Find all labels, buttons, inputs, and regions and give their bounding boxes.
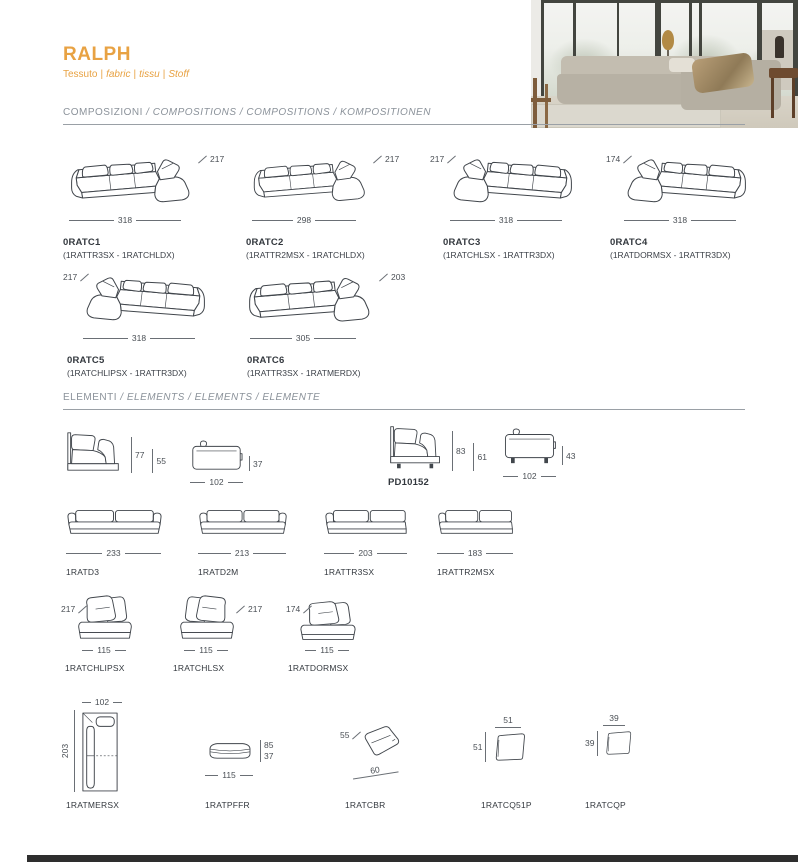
element-code: 1RATCQ51P (481, 800, 532, 810)
composition-code: 0RATC5 (67, 355, 105, 366)
depth-dimension: 217 (235, 604, 262, 614)
element-1ratcqp (585, 713, 633, 756)
element-code: 1RATD3 (66, 567, 100, 577)
element-1ratcbr (340, 720, 410, 776)
element-code: PD10152 (388, 477, 430, 488)
sofa-arm-left-diagram (324, 506, 409, 536)
sofa-side-view-legs-diagram (388, 424, 444, 471)
cushion-perspective-diagram (358, 724, 402, 760)
depth-dimension-line (60, 710, 75, 792)
meridienne-top-view-diagram (81, 710, 119, 794)
element-top-view-legs (503, 428, 575, 481)
subtitle-french: tissu (139, 69, 160, 80)
depth-dimension: 217 (197, 154, 224, 164)
heading-translations: / COMPOSITIONS / COMPOSITIONS / KOMPOSITIONEN (142, 107, 431, 118)
composition-code: 0RATC1 (63, 237, 101, 248)
composition-elements: (1RATDORMSX - 1RATTR3DX) (610, 250, 731, 260)
width-dimension: 318 (83, 333, 195, 343)
element-1ratd2m (198, 506, 288, 577)
sculpture (662, 30, 674, 50)
side-table-leg (771, 78, 774, 118)
composition-0ratc6 (243, 268, 413, 378)
heading-translations: / ELEMENTS / ELEMENTS / ELEMENTE (117, 392, 321, 403)
composition-elements: (1RATTR3SX - 1RATCHLDX) (63, 250, 175, 260)
subtitle-separator: | (162, 69, 166, 80)
composition-0ratc1 (63, 150, 233, 260)
width-dimension: 115 (82, 645, 126, 655)
depth-dimension: 217 (430, 154, 457, 164)
element-code: 1RATD2M (198, 567, 239, 577)
element-code: 1RATCHLIPSX (65, 663, 125, 673)
section-heading-compositions (63, 107, 745, 125)
composition-elements: (1RATCHLIPSX - 1RATTR3DX) (67, 368, 187, 378)
element-1ratchlsx (173, 594, 263, 673)
sofa-chaise-left-diagram (622, 156, 750, 209)
sofa-front-diagram (198, 506, 288, 536)
element-pd10152 (388, 424, 487, 488)
cushion-square-diagram (603, 730, 633, 756)
width-dimension: 39 (603, 713, 625, 726)
depth-dimension: 174 (286, 604, 313, 614)
width-dimension: 305 (250, 333, 356, 343)
subtitle-separator: | (133, 69, 137, 80)
width-dimension: 318 (69, 215, 181, 225)
width-dimension: 51 (495, 715, 521, 728)
section-heading-elements (63, 392, 745, 410)
width-dimension: 213 (198, 548, 286, 558)
composition-code: 0RATC4 (610, 237, 648, 248)
page-title: RALPH (63, 44, 131, 65)
element-top-view (190, 440, 262, 487)
composition-0ratc2 (246, 150, 416, 260)
sofa-side-view-diagram (65, 430, 123, 473)
sofa-chaise-right-diagram (250, 156, 370, 209)
element-1ratmersx (60, 697, 122, 794)
sofa-corner-right-diagram (245, 274, 375, 329)
element-1rattr2msx (437, 506, 515, 577)
sofa-top-view-diagram (503, 428, 556, 465)
width-dimension: 298 (252, 215, 356, 225)
height-dimensions: 85 37 (260, 740, 273, 762)
width-dimension: 115 (305, 645, 349, 655)
width-dimension: 318 (450, 215, 562, 225)
element-code: 1RATMERSX (66, 800, 120, 810)
width-dimension: 102 (190, 477, 243, 487)
element-code: 1RATCBR (345, 800, 386, 810)
element-1ratdormsx (288, 594, 378, 673)
composition-elements: (1RATCHLSX - 1RATTR3DX) (443, 250, 555, 260)
page-subtitle (63, 69, 189, 80)
pouf-diagram (205, 740, 255, 760)
composition-code: 0RATC2 (246, 237, 284, 248)
composition-code: 0RATC6 (247, 355, 285, 366)
height-dimension: 83 (452, 431, 465, 471)
width-dimension: 318 (624, 215, 736, 225)
subtitle-german: Stoff (168, 69, 189, 80)
composition-elements: (1RATTR3SX - 1RATMERDX) (247, 368, 361, 378)
element-code: 1RATCQP (585, 800, 626, 810)
width-dimension: 60 (351, 761, 398, 779)
width-dimension: 102 (82, 697, 122, 707)
height-dimension: 39 (585, 738, 595, 748)
depth-dimension: 203 (378, 272, 405, 282)
element-1rattr3sx (324, 506, 409, 577)
subtitle-english: fabric (106, 69, 131, 80)
composition-0ratc5 (63, 268, 233, 378)
composition-0ratc4 (606, 150, 776, 260)
subtitle-separator: | (100, 69, 104, 80)
heading-main: COMPOSIZIONI (63, 107, 143, 118)
height-dimension: 61 (473, 443, 486, 471)
width-dimension: 203 (324, 548, 407, 558)
element-code: 1RATDORMSX (288, 663, 349, 673)
height-dimension: 43 (562, 446, 575, 465)
depth-dimension: 174 (606, 154, 633, 164)
window-mullion (541, 0, 544, 96)
height-dimension-line (597, 731, 598, 756)
footer-bar (27, 855, 798, 862)
composition-code: 0RATC3 (443, 237, 481, 248)
depth-dimension: 203 (60, 743, 71, 759)
composition-0ratc3 (430, 150, 600, 260)
width-dimension: 183 (437, 548, 513, 558)
side-table-top (769, 68, 798, 78)
sofa-chaise-left-diagram (448, 156, 576, 209)
chair-seat (531, 98, 551, 102)
figurine (775, 36, 784, 58)
element-1ratd3 (66, 506, 163, 577)
height-dimension: 55 (152, 449, 165, 473)
depth-dimension: 55 (340, 730, 362, 740)
depth-dimension: 217 (372, 154, 399, 164)
width-dimension: 115 (205, 770, 253, 780)
height-dimension: 51 (473, 742, 483, 752)
height-dimension: 77 (131, 437, 144, 473)
sofa-chaise-left-diagram (81, 274, 209, 327)
element-1ratcq51p (473, 715, 528, 762)
depth-dimension: 217 (61, 604, 88, 614)
depth-dimension: 217 (63, 272, 90, 282)
element-1ratchlipsx (61, 594, 155, 673)
width-dimension: 115 (184, 645, 228, 655)
sofa-arm-left-diagram (437, 506, 515, 536)
chaise-diagram (177, 594, 237, 641)
width-dimension: 102 (503, 471, 556, 481)
heading-main: ELEMENTI (63, 392, 118, 403)
element-code: 1RATCHLSX (173, 663, 225, 673)
sofa-front-diagram (66, 506, 163, 536)
element-1ratpffr (205, 740, 273, 780)
chaise-diagram (75, 594, 135, 641)
element-profile-view (65, 430, 166, 473)
element-code: 1RATTR3SX (324, 567, 375, 577)
sofa-top-view-diagram (190, 440, 243, 471)
height-dimension-line (485, 732, 486, 762)
subtitle-italian: Tessuto (63, 69, 98, 80)
height-dimension: 37 (249, 456, 262, 471)
element-code: 1RATTR2MSX (437, 567, 495, 577)
sofa-chaise-right-diagram (67, 156, 195, 209)
element-code: 1RATPFFR (205, 800, 250, 810)
composition-elements: (1RATTR2MSX - 1RATCHLDX) (246, 250, 365, 260)
cushion-square-diagram (491, 732, 528, 762)
side-table-leg (792, 78, 795, 118)
width-dimension: 233 (66, 548, 161, 558)
